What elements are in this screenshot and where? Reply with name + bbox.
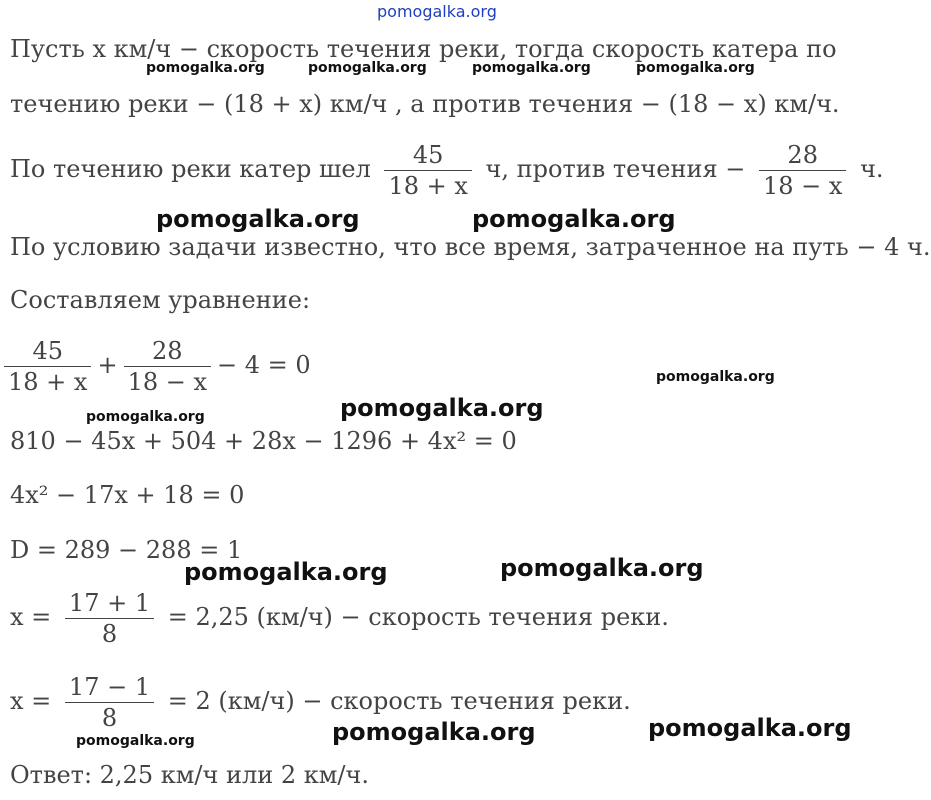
watermark: pomogalka.org xyxy=(86,409,205,425)
equation-2: 810 − 45x + 504 + 28x − 1296 + 4x² = 0 xyxy=(10,427,517,455)
watermark: pomogalka.org xyxy=(648,714,852,742)
operator: + xyxy=(97,351,118,379)
fraction xyxy=(759,140,846,201)
fraction-denominator: 18 + x xyxy=(384,170,471,201)
watermark: pomogalka.org xyxy=(636,60,755,76)
text-fragment: x = xyxy=(10,603,52,631)
watermark: pomogalka.org xyxy=(472,60,591,76)
fraction xyxy=(65,588,154,649)
watermark: pomogalka.org xyxy=(146,60,265,76)
fraction xyxy=(4,336,91,397)
fraction-denominator: 18 − x xyxy=(124,366,211,397)
fraction-denominator: 18 + x xyxy=(4,366,91,397)
equation-3: 4x² − 17x + 18 = 0 xyxy=(10,481,245,509)
equation-4: D = 289 − 288 = 1 xyxy=(10,536,243,564)
text-line-2: течению реки − (18 + x) км/ч , а против течения − (18 − x) км/ч. xyxy=(10,90,840,118)
answer-line: Ответ: 2,25 км/ч или 2 км/ч. xyxy=(10,761,369,789)
watermark: pomogalka.org xyxy=(340,394,544,422)
text-fragment: − 4 = 0 xyxy=(217,351,311,379)
text-line-4: По условию задачи известно, что все время, затраченное на путь − 4 ч. xyxy=(10,233,931,261)
fraction-numerator: 45 xyxy=(412,141,444,169)
solution-x1 xyxy=(10,588,669,649)
text-fragment: По течению реки катер шел xyxy=(10,155,371,183)
watermark: pomogalka.org xyxy=(472,205,676,233)
text-line-5: Составляем уравнение: xyxy=(10,286,311,314)
fraction-denominator: 8 xyxy=(65,702,154,733)
watermark: pomogalka.org xyxy=(308,60,427,76)
text-line-3 xyxy=(10,140,884,201)
text-fragment: = 2 (км/ч) − скорость течения реки. xyxy=(167,687,631,715)
fraction xyxy=(65,672,154,733)
text-line-1: Пусть x км/ч − скорость течения реки, тогда скорость катера по xyxy=(10,35,837,63)
fraction-numerator: 28 xyxy=(152,337,183,365)
solution-x2 xyxy=(10,672,631,733)
fraction xyxy=(124,336,211,397)
fraction-numerator: 17 + 1 xyxy=(68,589,151,617)
fraction-numerator: 17 − 1 xyxy=(68,673,151,701)
watermark: pomogalka.org xyxy=(332,718,536,746)
fraction-numerator: 28 xyxy=(787,141,818,169)
watermark: pomogalka.org xyxy=(156,205,360,233)
watermark: pomogalka.org xyxy=(500,554,704,582)
fraction-denominator: 18 − x xyxy=(759,170,846,201)
watermark: pomogalka.org xyxy=(656,369,775,385)
equation-1 xyxy=(4,336,311,397)
text-fragment: ч, против течения − xyxy=(485,155,746,183)
watermark: pomogalka.org xyxy=(76,733,195,749)
text-fragment: ч. xyxy=(860,155,884,183)
fraction xyxy=(384,140,471,201)
fraction-numerator: 45 xyxy=(32,337,63,365)
fraction-denominator: 8 xyxy=(65,618,154,649)
watermark-top: pomogalka.org xyxy=(377,2,497,21)
text-fragment: x = xyxy=(10,687,52,715)
watermark: pomogalka.org xyxy=(184,558,388,586)
text-fragment: = 2,25 (км/ч) − скорость течения реки. xyxy=(167,603,669,631)
